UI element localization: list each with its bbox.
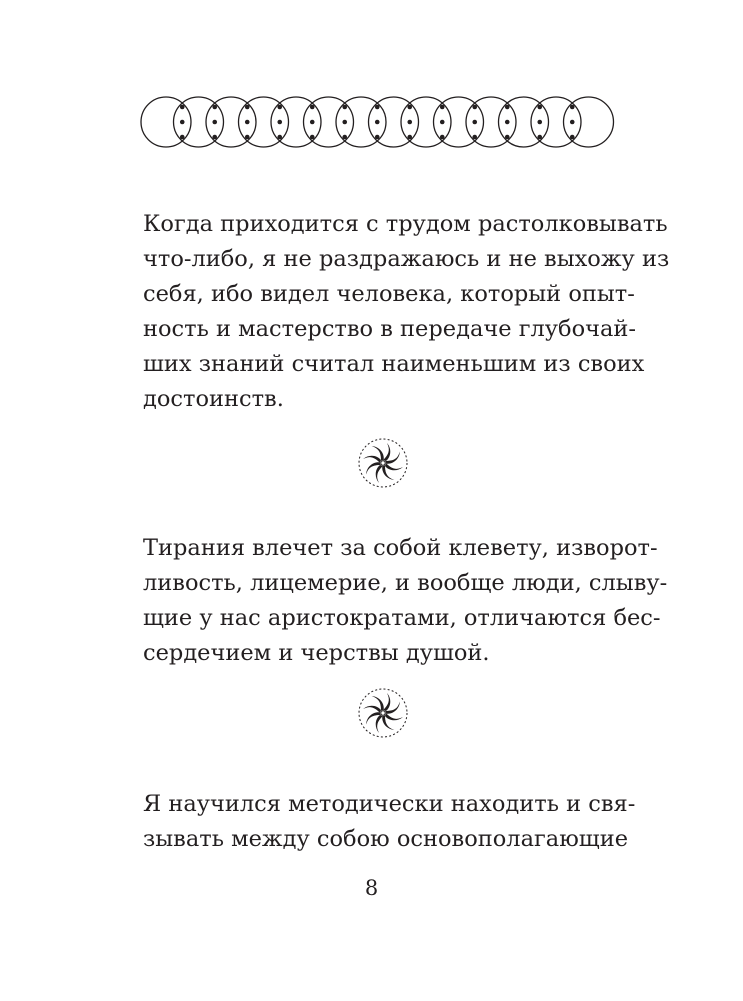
ornament-dot: [310, 105, 315, 110]
ornament-dot: [440, 120, 445, 125]
text-line: ность и мастерство в передаче глубочай-: [143, 316, 637, 342]
rosette-petal: [376, 715, 383, 733]
rosette-petal: [383, 693, 390, 711]
ornament-dot: [212, 105, 217, 110]
rosette-petal: [376, 465, 383, 483]
ornament-dot: [245, 120, 250, 125]
ornament-dot: [342, 105, 347, 110]
ornament-dot: [440, 105, 445, 110]
ornament-dot: [505, 135, 510, 140]
text-line: сердечием и черствы душой.: [143, 640, 490, 666]
ornament-dot: [407, 135, 412, 140]
ornament-dot: [277, 120, 282, 125]
ornament-dot: [570, 105, 575, 110]
ornament-dot: [245, 105, 250, 110]
interlocking-circles-ornament: [140, 95, 630, 149]
ornament-dot: [472, 120, 477, 125]
ornament-dot: [342, 120, 347, 125]
ornament-dot: [570, 135, 575, 140]
text-line: зывать между собою основополагающие: [143, 826, 629, 852]
ornament-dot: [505, 105, 510, 110]
ornament-dot: [342, 135, 347, 140]
swirl-rosette-ornament: [357, 437, 409, 489]
rosette-petal: [383, 443, 390, 461]
ornament-dot: [310, 120, 315, 125]
text-line: ших знаний считал наименьшим из своих: [143, 351, 645, 377]
text-line: щие у нас аристократами, отличаются бес-: [143, 605, 661, 631]
page-number: 8: [364, 876, 379, 900]
rosette-petal: [363, 456, 381, 463]
text-line: Тирания влечет за собой клевету, изворот-: [143, 535, 658, 561]
text-line: достоинств.: [143, 386, 284, 412]
ornament-dot: [212, 120, 217, 125]
text-line: Когда приходится с трудом растолковывать: [143, 211, 668, 237]
text-line: ливость, лицемерие, и вообще люди, слыву-: [143, 570, 668, 596]
rosette-petal: [385, 713, 403, 720]
ornament-dot: [407, 120, 412, 125]
ornament-dot: [472, 105, 477, 110]
ornament-dot: [537, 105, 542, 110]
ornament-dot: [310, 135, 315, 140]
text-line: что-либо, я не раздражаюсь и не выхожу из: [143, 246, 670, 272]
ornament-dot: [180, 105, 185, 110]
ornament-dot: [537, 120, 542, 125]
rosette-petal: [385, 463, 403, 470]
ornament-dot: [180, 135, 185, 140]
ornament-dot: [180, 120, 185, 125]
paragraph-3: [143, 787, 636, 857]
ornament-dot: [277, 105, 282, 110]
ornament-dot: [245, 135, 250, 140]
ornament-dot: [277, 135, 282, 140]
rosette-petal: [363, 706, 381, 713]
paragraph-2: [143, 531, 668, 671]
swirl-rosette-ornament: [357, 687, 409, 739]
text-line: себя, ибо видел человека, который опыт-: [143, 281, 635, 307]
ornament-dot: [537, 135, 542, 140]
ornament-dot: [440, 135, 445, 140]
paragraph-1: [143, 207, 670, 417]
text-line: Я научился методически находить и свя-: [143, 791, 636, 817]
ornament-dot: [375, 120, 380, 125]
ornament-dot: [375, 105, 380, 110]
ornament-dot: [407, 105, 412, 110]
ornament-dot: [212, 135, 217, 140]
ornament-dot: [570, 120, 575, 125]
ornament-dot: [375, 135, 380, 140]
ornament-dot: [472, 135, 477, 140]
ornament-dot: [505, 120, 510, 125]
